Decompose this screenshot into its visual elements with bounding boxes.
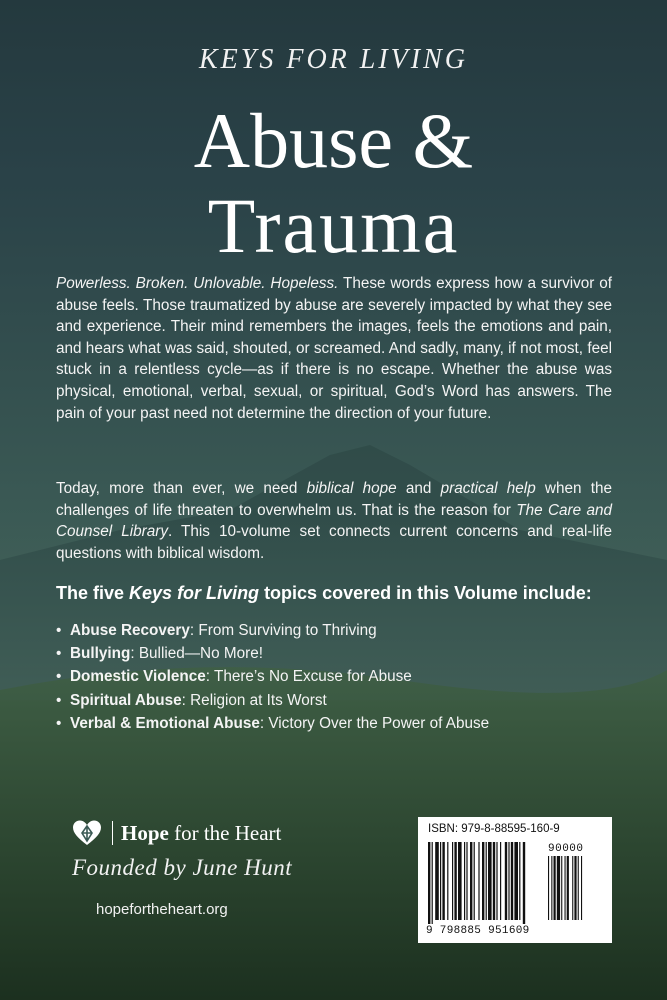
- topic-subtitle: : From Surviving to Thriving: [189, 622, 377, 639]
- list-item: [56, 712, 489, 735]
- description-emphasis: practical help: [440, 480, 536, 497]
- book-title-line2: Trauma: [207, 182, 460, 269]
- description-text: . This 10-volume set connects current concerns and real-life questions with biblical wisdom.: [56, 523, 612, 562]
- book-title-line1: Abuse &: [193, 97, 474, 184]
- bullet: •: [56, 622, 62, 639]
- publisher-name-rest: for the Heart: [168, 820, 282, 845]
- description-text: Today, more than ever, we need: [56, 480, 307, 497]
- isbn-label: ISBN: 979-8-88595-160-9: [428, 823, 560, 835]
- barcode-box: [418, 817, 612, 943]
- founded-by: Founded by June Hunt: [72, 855, 293, 880]
- publisher-name: [121, 821, 281, 846]
- description-paragraph-1: [56, 273, 612, 424]
- list-item: [56, 665, 489, 688]
- bullet: •: [56, 691, 62, 709]
- barcode-number: 9 798885 951609: [426, 925, 530, 937]
- publisher-logo: [72, 816, 281, 850]
- topic-subtitle: : Bullied—No More!: [130, 645, 263, 663]
- website-link[interactable]: hopefortheheart.org: [96, 901, 228, 918]
- topic-name: Domestic Violence: [70, 668, 206, 686]
- price-code: 90000: [548, 843, 584, 855]
- heart-icon: [72, 819, 102, 847]
- topic-name: Abuse Recovery: [70, 622, 190, 639]
- topics-heading-text: topics covered in this Volume include:: [259, 583, 592, 603]
- list-item: [56, 642, 489, 665]
- topics-list: [56, 619, 489, 735]
- description-paragraph-2: [56, 478, 612, 564]
- description-lead-words: Powerless. Broken. Unlovable. Hopeless.: [56, 275, 339, 292]
- bullet: •: [56, 668, 62, 686]
- description-body-1: These words express how a survivor of abuse feels. Those traumatized by abuse are severely impacted by what they see and experience. Their mind remembers the images, feels the emotions and pain, and hears what was said, shouted, or screamed. And sadly, many, if not most, feel stuck in a relentless cycle—as if there is no escape. Whether the abuse was physical, emotional, verbal, sexual, or spiritual, God’s Word has answers. The pain of your past need not determine the direction of your future.: [56, 275, 612, 422]
- topics-heading-emphasis: Keys for Living: [129, 583, 260, 603]
- topic-name: Bullying: [70, 645, 131, 663]
- topic-name: Spiritual Abuse: [70, 691, 182, 709]
- topic-subtitle: : Victory Over the Power of Abuse: [259, 714, 490, 732]
- topic-subtitle: : There’s No Excuse for Abuse: [205, 668, 412, 686]
- topic-subtitle: : Religion at Its Worst: [181, 691, 327, 709]
- description-emphasis: biblical hope: [306, 480, 397, 497]
- logo-divider: [112, 821, 113, 845]
- description-text: and: [396, 480, 441, 497]
- description-emphasis: The Care and Counsel Library: [56, 501, 612, 541]
- topics-heading-text: The five: [56, 583, 130, 603]
- topics-heading: [56, 583, 592, 604]
- series-title: KEYS FOR LIVING: [199, 44, 468, 75]
- bullet: •: [56, 714, 62, 732]
- list-item: [56, 689, 489, 712]
- bullet: •: [56, 645, 62, 663]
- publisher-name-bold: Hope: [121, 820, 169, 845]
- list-item: [56, 619, 489, 642]
- topic-name: Verbal & Emotional Abuse: [70, 714, 260, 732]
- description-text: when the challenges of life threaten to overwhelm us. That is the reason for: [56, 480, 612, 519]
